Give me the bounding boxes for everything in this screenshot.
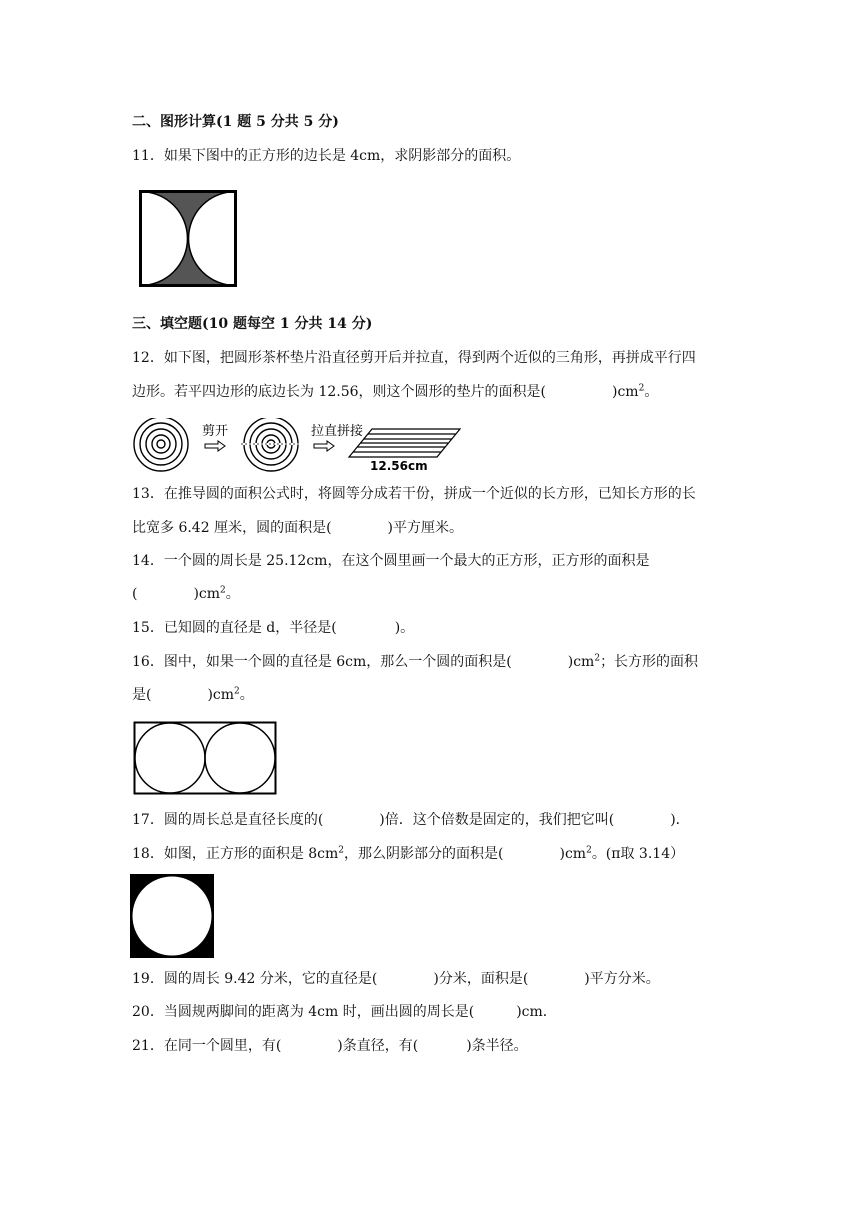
straighten-join-label: 拉直拼接 (311, 424, 364, 439)
question-15: 15．已知圆的直径是 d，半径是( )。 (132, 620, 415, 636)
question-12-line-2: 边形。若平四边形的底边长为 12.56，则这个圆形的垫片的面积是( )$cm^2$。 (132, 383, 659, 400)
question-11-text: 11．如果下图中的正方形的边长是 4cm，求阴影部分的面积。 (132, 148, 521, 164)
question-19: 19．圆的周长 9.42 分米，它的直径是( )分米，面积是( )平方分米。 (132, 971, 660, 987)
question-13-line-2: 比宽多 6.42 厘米，圆的面积是( )平方厘米。 (132, 520, 464, 536)
question-16-line-2: 是( )$cm^2$。 (132, 686, 254, 703)
question-13-line-1: 13．在推导圆的面积公式时，将圆等分成若干份，拼成一个近似的长方形，已知长方形的长 (132, 486, 696, 502)
question-14-line-2: ( )$cm^2$。 (132, 585, 240, 602)
question-14-line-1: 14．一个圆的周长是 25.12cm，在这个圆里画一个最大的正方形，正方形的面积是 (132, 553, 650, 569)
cut-concentric-circles-icon (241, 418, 301, 471)
parallelogram-shape (349, 429, 460, 457)
cut-label: 剪开 (202, 424, 229, 439)
question-20: 20．当圆规两脚间的距离为 4cm 时，画出圆的周长是( )cm． (132, 1004, 557, 1020)
q11-figure (139, 190, 237, 287)
arrow-right-icon (314, 441, 334, 451)
section-2-title: 二、图形计算(1 题 5 分共 5 分) (132, 114, 339, 130)
q12-figure (130, 418, 470, 474)
base-length-label: 12.56cm (370, 459, 428, 473)
question-16-line-1: 16．图中，如果一个圆的直径是 6cm，那么一个圆的面积是( )$cm^2$；长方形的面积 (132, 653, 699, 670)
section-3-title: 三、填空题(10 题每空 1 分共 14 分) (132, 316, 373, 332)
question-21: 21．在同一个圆里，有( )条直径，有( )条半径。 (132, 1038, 528, 1054)
question-17: 17．圆的周长总是直径长度的( )倍．这个倍数是固定的，我们把它叫( )． (132, 812, 690, 828)
q18-figure (130, 874, 214, 958)
concentric-circles-icon (134, 418, 188, 471)
arrow-right-icon (205, 441, 225, 451)
q16-figure (133, 721, 277, 795)
q18-circle (132, 876, 212, 956)
question-12-line-1: 12．如下图，把圆形茶杯垫片沿直径剪开后并拉直，得到两个近似的三角形，再拼成平行四 (132, 350, 696, 366)
question-18: 18．如图，正方形的面积是 $8cm^2$，那么阴影部分的面积是( )$cm^2$。(π取 3.14） (132, 845, 685, 862)
